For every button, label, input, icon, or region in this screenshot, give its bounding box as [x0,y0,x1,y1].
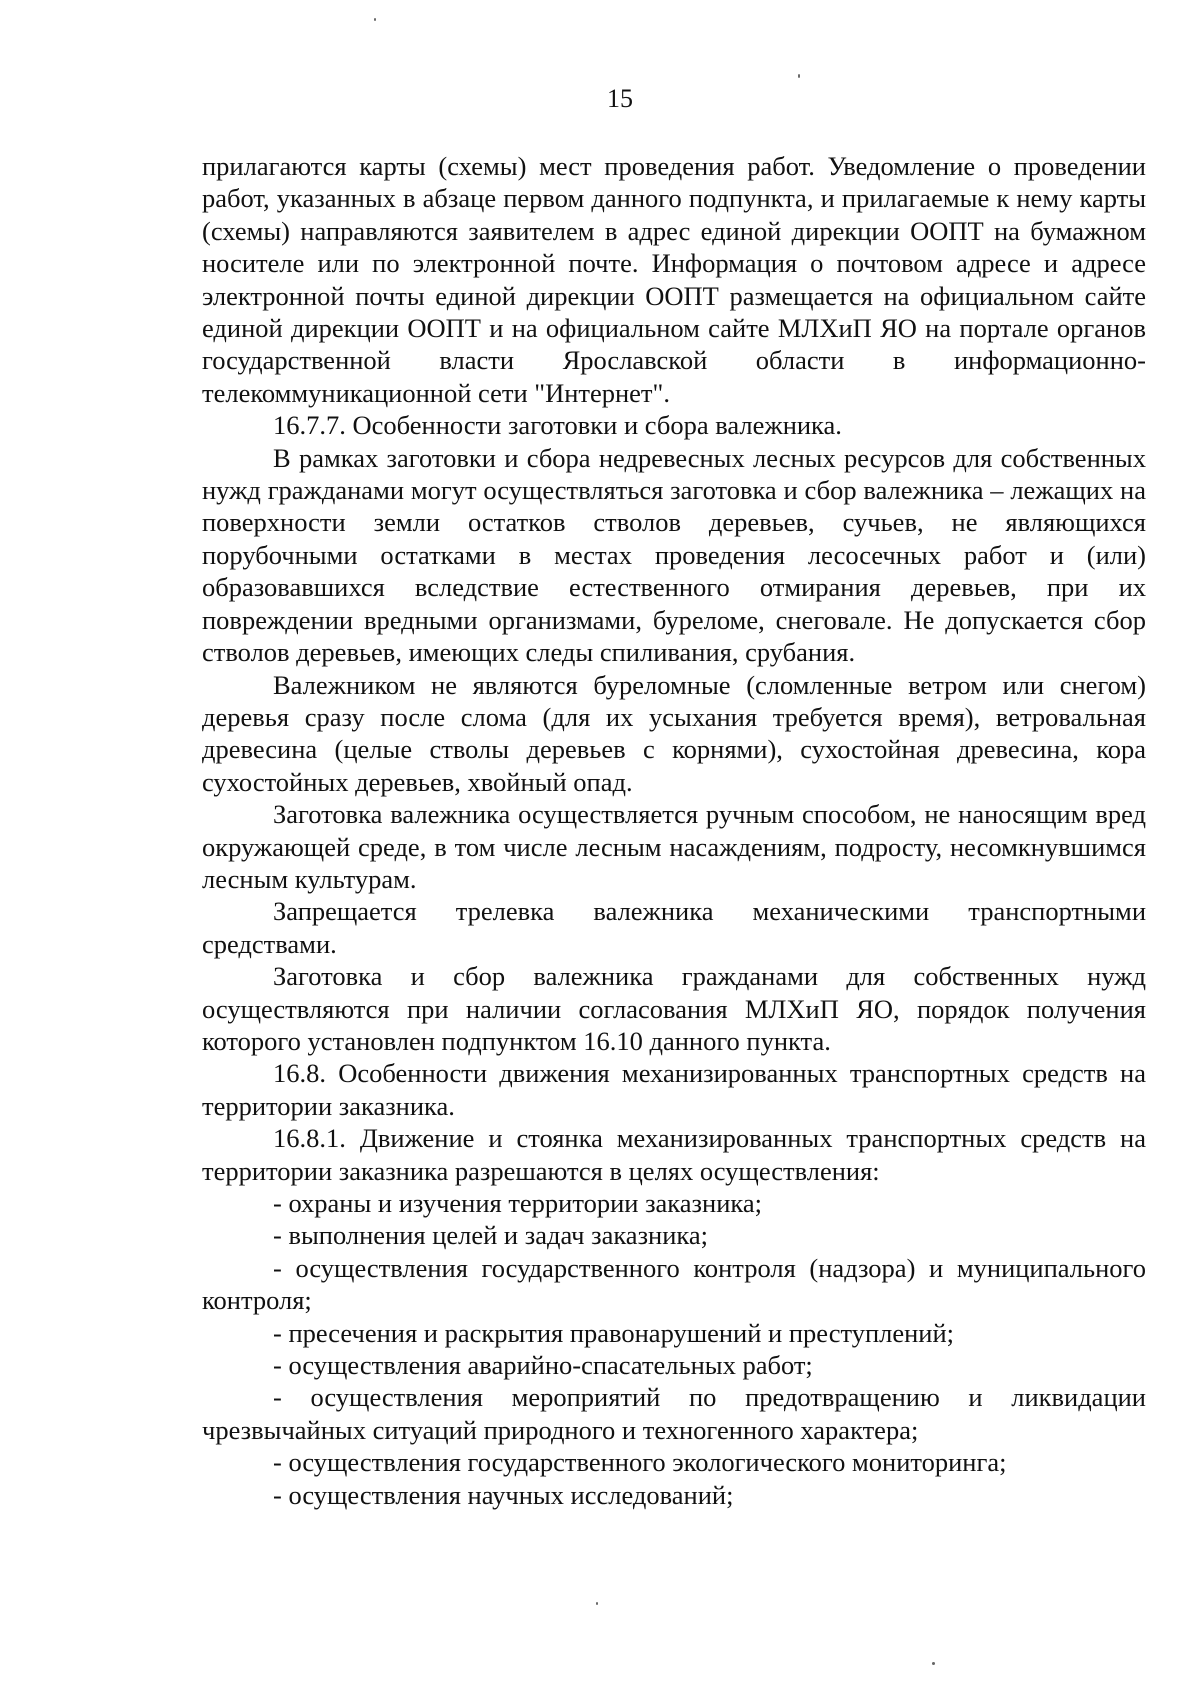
page-number: 15 [607,84,633,113]
scan-speck [932,1662,935,1665]
paragraph: Запрещается трелевка валежника механическими транспортными средствами. [202,896,1146,959]
paragraph: Заготовка и сбор валежника гражданами для собственных нужд осуществляются при наличии согласования МЛХиП ЯО, порядок получения которого установлен подпунктом 16.10 данного пункта. [202,961,1146,1056]
list-item: - осуществления государственного контроля (надзора) и муниципального контроля; [202,1252,1146,1316]
paragraph: В рамках заготовки и сбора недревесных лесных ресурсов для собственных нужд гражданами могут осуществляться заготовка и сбор валежника – лежащих на поверхности земли остатков стволов деревьев, сучьев, не являющихся порубочными остатками в местах проведения лесосечных работ и (или) образовавшихся вследствие естественного отмирания деревьев, при их повреждении вредными организмами, буреломе, снеговале. Не допускается сбор стволов деревьев, имеющих следы спиливания, срубания. [202,442,1146,668]
list-item: - осуществления научных исследований; [273,1479,734,1510]
paragraph: прилагаются карты (схемы) мест проведения работ. Уведомление о проведении работ, указанных в абзаце первом данного подпункта, и прилагаемые к нему карты (схемы) направляются заявителем в адрес единой дирекции ООПТ на бумажном носителе или по электронной почте. Информация о почтовом адресе и адресе электронной почты единой дирекции ООПТ размещается на официальном сайте единой дирекции ООПТ и на официальном сайте МЛХиП ЯО на портале органов государственной власти Ярославской области в информационно-телекоммуникационной сети "Интернет". [202,151,1146,408]
list-item: - выполнения целей и задач заказника; [273,1220,708,1251]
scan-speck [798,74,800,78]
document-body [202,150,1146,1511]
list-item: - пресечения и раскрытия правонарушений и преступлений; [273,1317,955,1348]
paragraph: Валежником не являются буреломные (сломленные ветром или снегом) деревья сразу после слома (для их усыхания требуется время), ветровальная древесина (целые стволы деревьев с корнями), сухостойная древесина, кора сухостойных деревьев, хвойный опад. [202,669,1146,797]
scan-speck [374,18,376,21]
list-item: - осуществления аварийно-спасательных работ; [273,1350,813,1381]
paragraph: Заготовка валежника осуществляется ручным способом, не наносящим вред окружающей среде, в том числе лесным насаждениям, подросту, несомкнувшимся лесным культурам. [202,799,1146,894]
section-heading: 16.8. Особенности движения механизированных транспортных средств на территории заказника. [202,1058,1146,1121]
paragraph: 16.8.1. Движение и стоянка механизированных транспортных средств на территории заказника разрешаются в целях осуществления: [202,1123,1146,1186]
list-item: - осуществления мероприятий по предотвращению и ликвидации чрезвычайных ситуаций природного и техногенного характера; [202,1382,1146,1445]
section-heading: 16.7.7. Особенности заготовки и сбора валежника. [273,410,842,441]
list-item: - осуществления государственного экологического мониторинга; [273,1447,1007,1478]
list-item: - охраны и изучения территории заказника; [273,1188,762,1218]
scan-speck [596,1602,598,1605]
